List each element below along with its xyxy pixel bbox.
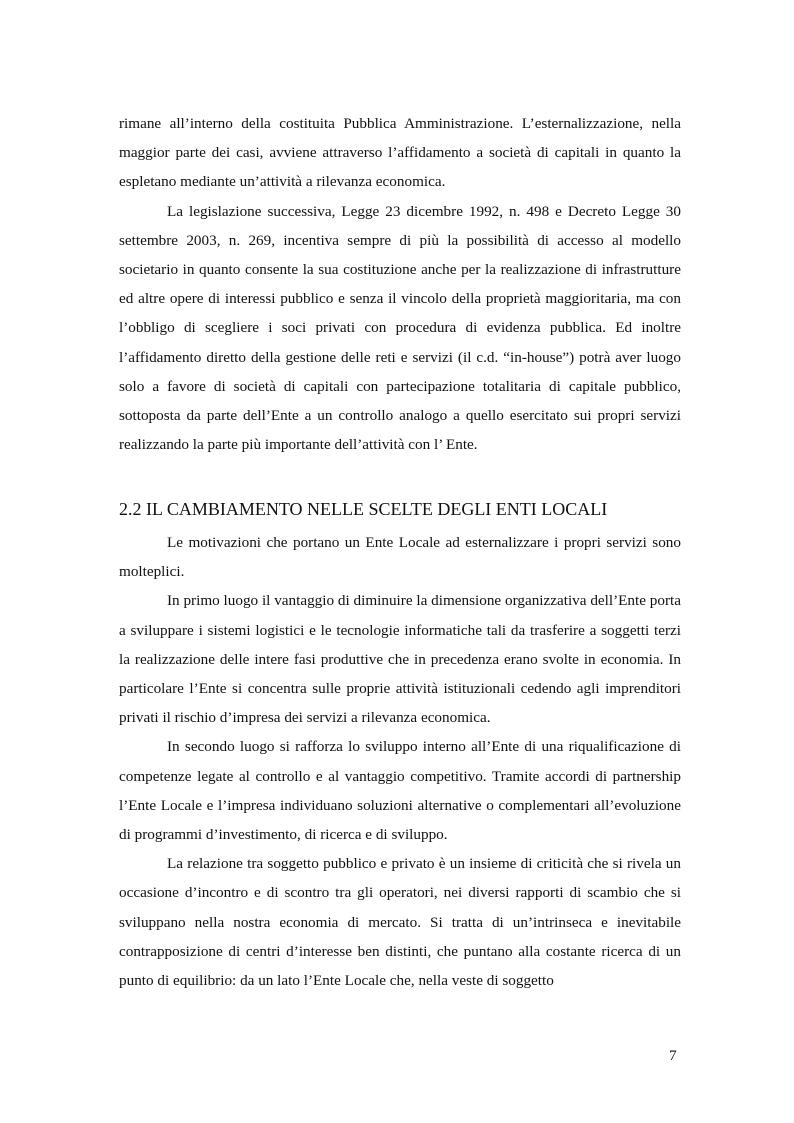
continued-text-block	[119, 109, 681, 459]
paragraph-legislation: La legislazione successiva, Legge 23 dicembre 1992, n. 498 e Decreto Legge 30 settembre 2003, n. 269, incentiva sempre di più la possibilità di accesso al modello societario in quanto consente la sua costituzione anche per la realizzazione di infrastrutture ed altre opere di interessi pubblico e senza il vincolo della proprietà maggioritaria, ma con l’obbligo di scegliere i soci privati con procedura di evidenza pubblica. Ed inoltre l’affidamento diretto della gestione delle reti e servizi (il c.d. “in-house”) potrà aver luogo solo a favore di società di capitali con partecipazione totalitaria di capitale pubblico, sottoposta da parte dell’Ente a un controllo analogo a quello esercitato sui propri servizi realizzando la parte più importante dell’attività con l’ Ente.	[119, 202, 681, 454]
section-heading: 2.2 IL CAMBIAMENTO NELLE SCELTE DEGLI ENTI LOCALI	[119, 499, 608, 519]
paragraph-first-reason: In primo luogo il vantaggio di diminuire la dimensione organizzativa dell’Ente porta a sviluppare i sistemi logistici e le tecnologie informatiche tali da trasferire a soggetti terzi la realizzazione delle intere fasi produttive che in precedenza erano svolte in economia. In particolare l’Ente si concentra sulle proprie attività istituzionali cedendo agli imprenditori privati il rischio d’impresa dei servizi a rilevanza economica.	[119, 592, 681, 727]
paragraph-motivations: Le motivazioni che portano un Ente Locale ad esternalizzare i propri servizi sono molteplici.	[119, 534, 681, 581]
paragraph-second-reason: In secondo luogo si rafforza lo sviluppo interno all’Ente di una riqualificazione di competenze legate al controllo e al vantaggio competitivo. Tramite accordi di partnership l’Ente Locale e l’impresa individuano soluzioni alternative o complementari all’evoluzione di programmi d’investimento, di ricerca e di sviluppo.	[119, 738, 681, 844]
paragraph-continued: rimane all’interno della costituita Pubblica Amministrazione. L’esternalizzazione, nella maggior parte dei casi, avviene attraverso l’affidamento a società di capitali in quanto la espletano mediante un’attività a rilevanza economica.	[119, 115, 681, 191]
paragraph-public-private: La relazione tra soggetto pubblico e privato è un insieme di criticità che si rivela un occasione d’incontro e di scontro tra gli operatori, nei diversi rapporti di scambio che si sviluppano nella nostra economia di mercato. Si tratta di un’intrinseca e inevitabile contrapposizione di centri d’interesse ben distinti, che puntano alla costante ricerca di un punto di equilibrio: da un lato l’Ente Locale che, nella veste di soggetto	[119, 855, 681, 990]
section-text-block	[119, 528, 681, 995]
page-number: 7	[669, 1047, 677, 1064]
